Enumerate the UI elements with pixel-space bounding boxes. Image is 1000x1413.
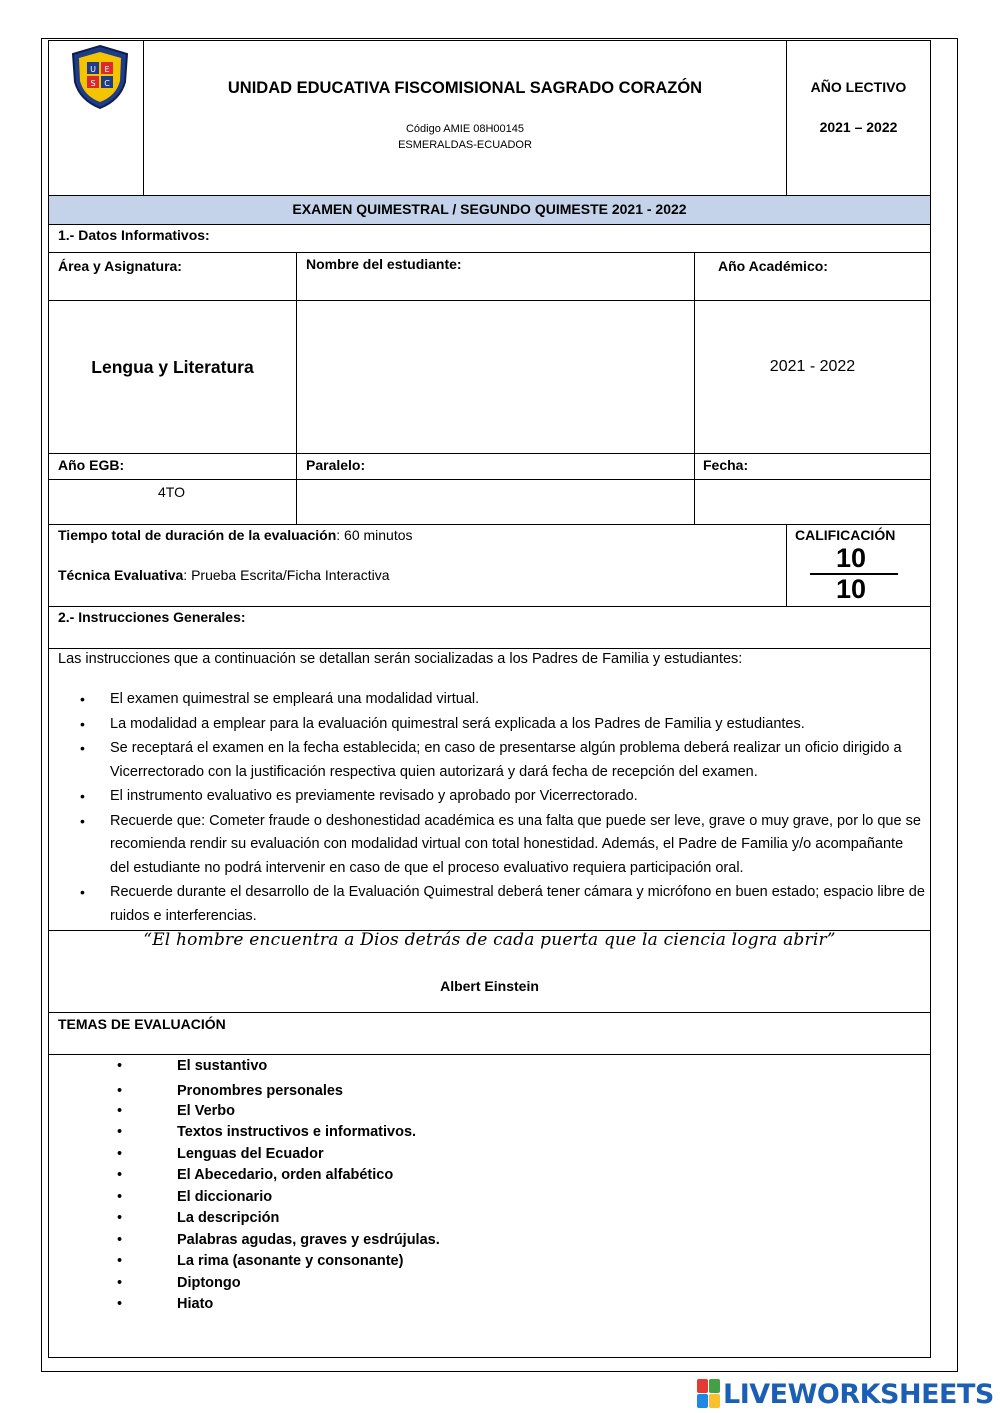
list-item: • Hiato [117, 1294, 440, 1316]
list-item: • Pronombres personales [117, 1078, 440, 1101]
list-item: • El sustantivo [117, 1056, 440, 1078]
school-name: UNIDAD EDUCATIVA FISCOMISIONAL SAGRADO CORAZÓN [227, 79, 703, 97]
grade-label: CALIFICACIÓN [795, 527, 896, 543]
section1-line-5 [48, 524, 931, 525]
grade-col-divider [786, 524, 787, 606]
section1-title: 1.- Datos Informativos: [58, 227, 210, 243]
brand-text: LIVEWORKSHEETS [723, 1378, 994, 1410]
year-value: 2021 – 2022 [819, 119, 898, 135]
egb-value: 4TO [158, 484, 185, 500]
svg-text:U: U [90, 65, 96, 74]
section1-line-3 [48, 453, 931, 454]
svg-text:S: S [90, 79, 96, 88]
duration-label: Tiempo total de duración de la evaluación [58, 527, 337, 543]
amie-code: Código AMIE 08H00145 [405, 123, 525, 135]
svg-text:E: E [104, 65, 110, 74]
header-divider-right [786, 40, 787, 196]
liveworksheets-brand[interactable] [697, 1377, 994, 1411]
exam-title: EXAMEN QUIMESTRAL / SEGUNDO QUIMESTE 2021 - 2022 [292, 201, 687, 217]
technique-label: Técnica Evaluativa [58, 567, 184, 583]
topics-title: TEMAS DE EVALUACIÓN [58, 1016, 226, 1032]
list-item: • El Abecedario, orden alfabético [117, 1165, 440, 1187]
list-item: • Palabras agudas, graves y esdrújulas. [117, 1230, 440, 1252]
grade-score[interactable]: 10 [835, 543, 867, 573]
list-item: • Diptongo [117, 1273, 440, 1295]
academic-year-value: 2021 - 2022 [769, 358, 856, 375]
topics-line [48, 1054, 931, 1055]
area-value: Lengua y Literatura [91, 357, 254, 377]
school-shield-icon [70, 44, 130, 110]
quote-text: “El hombre encuentra a Dios detrás de cada puerta que la ciencia logra abrir” [143, 930, 836, 950]
list-item: • La descripción [117, 1208, 440, 1230]
svg-text:C: C [104, 79, 110, 88]
section2-title: 2.- Instrucciones Generales: [58, 609, 246, 625]
band-bottom-line [48, 224, 931, 225]
list-item: • La rima (asonante y consonante) [117, 1251, 440, 1273]
fecha-label: Fecha: [703, 457, 749, 473]
list-item: • La modalidad a emplear para la evaluación quimestral será explicada a los Padres de Familia y estudiantes. [80, 713, 925, 737]
list-item: • El diccionario [117, 1187, 440, 1209]
list-item: • Se receptará el examen en la fecha establecida; en caso de presentarse algún problema deberá realizar un oficio dirigido a Vicerrectorado con la justificación respectiva quien autorizará y dará fecha de recepción del examen. [80, 737, 925, 784]
school-location: ESMERALDAS-ECUADOR [398, 139, 532, 151]
header-divider-left [143, 40, 144, 196]
list-item: • Textos instructivos e informativos. [117, 1122, 440, 1144]
instructions-list [80, 688, 925, 929]
fecha-field[interactable] [695, 480, 930, 524]
list-item: • El instrumento evaluativo es previamente revisado y aprobado por Vicerrectorado. [80, 785, 925, 809]
section1-line-1 [48, 252, 931, 253]
duration-value: : 60 minutos [336, 527, 413, 543]
topics-list [117, 1056, 440, 1316]
list-item: • Recuerde que: Cometer fraude o deshonestidad académica es una falta que puede ser leve, grave o muy grave, por lo que se recomienda rendir su evaluación con modalidad virtual con total honestidad. Además, el Padre de Familia y/o acompañante del estudiante no podrá intervenir en caso de que el proceso evaluativo requiera participación oral. [80, 810, 925, 881]
technique-line [58, 567, 390, 583]
academic-year-label: Año Académico: [718, 258, 828, 274]
student-name-field[interactable] [297, 301, 694, 453]
technique-value: : Prueba Escrita/Ficha Interactiva [183, 567, 390, 583]
evaluation-bottom-line [48, 606, 931, 607]
list-item: • El Verbo [117, 1101, 440, 1123]
year-label: AÑO LECTIVO [810, 79, 907, 95]
list-item: • Recuerde durante el desarrollo de la Evaluación Quimestral deberá tener cámara y micrófono en buen estado; espacio libre de ruidos e interferencias. [80, 881, 925, 928]
quote-author: Albert Einstein [440, 978, 539, 994]
egb-label: Año EGB: [58, 457, 125, 473]
liveworksheets-logo-icon [697, 1379, 721, 1409]
paralelo-label: Paralelo: [306, 457, 366, 473]
area-label: Área y Asignatura: [58, 258, 182, 274]
list-item: • El examen quimestral se empleará una modalidad virtual. [80, 688, 925, 712]
quote-bottom-line [48, 1012, 931, 1013]
student-name-label: Nombre del estudiante: [306, 256, 462, 272]
paralelo-field[interactable] [297, 480, 694, 524]
section2-line [48, 648, 931, 649]
duration-line [58, 527, 413, 543]
list-item: • Lenguas del Ecuador [117, 1144, 440, 1166]
instructions-intro: Las instrucciones que a continuación se detallan serán socializadas a los Padres de Familia y estudiantes: [58, 651, 743, 667]
grade-total: 10 [835, 574, 867, 604]
